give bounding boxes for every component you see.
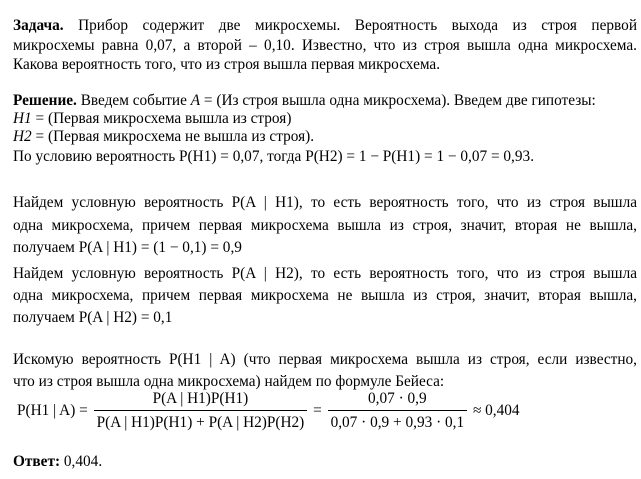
p-a-h2-text-3: одна микросхема, причем первая микросхема не вышла из строя, значит, вторая вышла,	[13, 287, 637, 304]
condition-end: .	[530, 148, 535, 165]
p-h1-a-line-2	[13, 372, 637, 391]
h1-symbol: H1	[13, 110, 32, 127]
hypothesis-1-line	[13, 109, 637, 128]
condition-then: , тогда	[259, 148, 302, 165]
p-a-h1-line-2	[13, 216, 637, 235]
bayes-denominator-2: 0,07 · 0,9 + 0,93 · 0,1	[330, 414, 465, 431]
h1-definition: = (Первая микросхема вышла из строя)	[35, 110, 292, 127]
event-a-definition: = (Из строя вышла одна микросхема). Введем две гипотезы:	[203, 92, 596, 109]
h2-symbol: H2	[13, 128, 32, 145]
condition-formula-2: P(H2) = 1 − P(H1) = 1 − 0,07 = 0,93	[305, 148, 531, 165]
p-a-h2-result: P(A | H2) = 0,1	[78, 309, 173, 326]
task-line-3	[13, 55, 637, 74]
bayes-equals: =	[313, 402, 322, 419]
p-h1-a-text-3: что из строя вышла одна микросхема) найдем по формуле Бейеса:	[13, 373, 445, 390]
p-a-h2-text-2: , то есть вероятность того, что из строя вышла	[298, 265, 638, 282]
task-label: Задача.	[13, 17, 64, 34]
bayes-fraction-2	[328, 390, 468, 432]
solution-line-1	[13, 91, 637, 110]
p-a-h1-formula: P(A | H1)	[231, 194, 299, 211]
solution-intro: Введем событие	[80, 92, 187, 109]
p-a-h2-get: получаем	[13, 309, 75, 326]
condition-formula-1: P(H1) = 0,07	[179, 148, 260, 165]
task-text-1: Прибор содержит две микросхемы. Вероятность выхода из строя первой	[78, 17, 638, 34]
h2-definition: = (Первая микросхема не вышла из строя).	[35, 128, 315, 145]
bayes-fraction-1	[94, 390, 308, 432]
p-a-h2-line-1	[13, 264, 637, 283]
answer-line	[13, 452, 637, 471]
p-a-h2-line-2	[13, 286, 637, 305]
bayes-denominator-1: P(A | H1)P(H1) + P(A | H2)P(H2)	[96, 414, 305, 431]
task-line-2	[13, 36, 637, 55]
p-a-h1-text-3: одна микросхема, причем первая микросхема вышла из строя, значит, вторая не вышла,	[13, 217, 637, 234]
p-h1-a-text-2: (что первая микросхема вышла из строя, если известно,	[243, 351, 637, 368]
p-a-h1-result: P(A | H1) = (1 − 0,1) = 0,9	[78, 239, 242, 256]
bayes-numerator-1: P(A | H1)P(H1)	[94, 390, 308, 411]
p-a-h1-get: получаем	[13, 239, 75, 256]
p-a-h1-text: Найдем условную вероятность	[13, 194, 224, 211]
p-a-h1-line-3	[13, 238, 637, 257]
solution-label: Решение.	[13, 92, 77, 109]
p-a-h1-line-1	[13, 193, 637, 212]
p-a-h1-text-2: , то есть вероятность того, что из строя вышла	[298, 194, 638, 211]
bayes-numerator-2: 0,07 · 0,9	[328, 390, 468, 411]
bayes-formula	[17, 390, 637, 432]
task-line-1	[13, 16, 637, 35]
task-text-3: Какова вероятность того, что из строя вышла первая микросхема.	[13, 56, 441, 73]
p-a-h2-formula: P(A | H2)	[231, 265, 299, 282]
task-text-2: микросхемы равна 0,07, а второй – 0,10. Известно, что из строя вышла одна микросхема.	[13, 37, 637, 54]
answer-label: Ответ:	[13, 453, 61, 470]
hypothesis-2-line	[13, 127, 637, 146]
condition-text: По условию вероятность	[13, 148, 176, 165]
answer-value: 0,404.	[63, 453, 103, 470]
bayes-result: ≈ 0,404	[472, 402, 520, 419]
p-a-h2-line-3	[13, 308, 637, 327]
p-h1-a-formula: P(H1 | A)	[168, 351, 236, 368]
bayes-lhs: P(H1 | A) =	[17, 402, 88, 419]
event-a-symbol: A	[190, 92, 201, 109]
p-h1-a-line-1	[13, 350, 637, 369]
p-h1-a-text: Искомую вероятность	[13, 351, 161, 368]
p-a-h2-text: Найдем условную вероятность	[13, 265, 224, 282]
condition-line	[13, 147, 637, 166]
